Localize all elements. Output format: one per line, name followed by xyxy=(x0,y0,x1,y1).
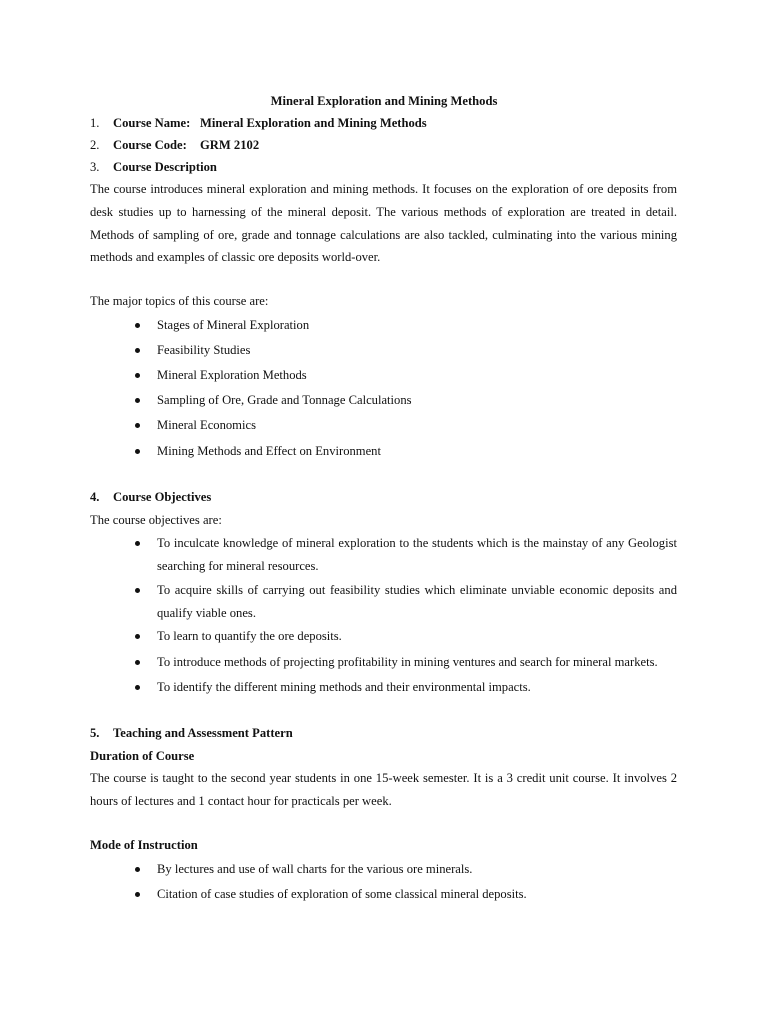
course-name-label: Course Name: xyxy=(113,116,191,130)
bullet-icon xyxy=(135,323,140,328)
mode-item: Citation of case studies of exploration of some classical mineral deposits. xyxy=(157,887,527,901)
objectives-intro: The course objectives are: xyxy=(90,513,222,527)
course-description-heading: Course Description xyxy=(113,160,217,174)
topic-item: Sampling of Ore, Grade and Tonnage Calculations xyxy=(157,393,412,407)
topic-item: Mineral Economics xyxy=(157,418,256,432)
bullet-icon xyxy=(135,660,140,665)
objective-item: To learn to quantify the ore deposits. xyxy=(157,629,342,643)
bullet-icon xyxy=(135,685,140,690)
course-code-label: Course Code: xyxy=(113,138,187,152)
bullet-icon xyxy=(135,634,140,639)
bullet-icon xyxy=(135,449,140,454)
duration-line: hours of lectures and 1 contact hour for practicals per week. xyxy=(90,794,392,808)
topic-item: Stages of Mineral Exploration xyxy=(157,318,310,332)
topics-intro: The major topics of this course are: xyxy=(90,294,269,308)
section-4-number: 4. xyxy=(90,490,100,504)
mode-of-instruction-heading: Mode of Instruction xyxy=(90,838,198,852)
description-line: The course introduces mineral exploration and mining methods. It focuses on the exploration of ore deposits from xyxy=(90,182,677,196)
course-objectives-heading: Course Objectives xyxy=(113,490,212,504)
bullet-icon xyxy=(135,588,140,593)
section-5-number: 5. xyxy=(90,726,100,740)
duration-line: The course is taught to the second year students in one 15-week semester. It is a 3 credit unit course. It involves 2 xyxy=(90,771,677,785)
bullet-icon xyxy=(135,348,140,353)
objective-item: To acquire skills of carrying out feasibility studies which eliminate unviable economic deposits and xyxy=(157,583,677,597)
topic-item: Mineral Exploration Methods xyxy=(157,368,307,382)
item-2-number: 2. xyxy=(90,138,100,152)
bullet-icon xyxy=(135,892,140,897)
teaching-assessment-heading: Teaching and Assessment Pattern xyxy=(113,726,293,740)
objective-item: To identify the different mining methods and their environmental impacts. xyxy=(157,680,531,694)
bullet-icon xyxy=(135,398,140,403)
item-1-number: 1. xyxy=(90,116,100,130)
objective-item-continuation: searching for mineral resources. xyxy=(157,559,319,573)
description-line: methods and examples of classic ore deposits world-over. xyxy=(90,250,381,264)
description-line: desk studies up to harnessing of the mineral deposit. The various methods of exploration are treated in detail. xyxy=(90,205,677,219)
document-title: Mineral Exploration and Mining Methods xyxy=(270,94,498,108)
objective-item-continuation: qualify viable ones. xyxy=(157,606,256,620)
topic-item: Feasibility Studies xyxy=(157,343,251,357)
course-name-value: Mineral Exploration and Mining Methods xyxy=(200,116,427,130)
course-code-value: GRM 2102 xyxy=(200,138,260,152)
bullet-icon xyxy=(135,867,140,872)
duration-heading: Duration of Course xyxy=(90,749,195,763)
bullet-icon xyxy=(135,423,140,428)
description-line: Methods of sampling of ore, grade and tonnage calculations are also tackled, culminating into the various mining xyxy=(90,228,677,242)
topic-item: Mining Methods and Effect on Environment xyxy=(157,444,381,458)
objective-item: To introduce methods of projecting profitability in mining ventures and search for mineral markets. xyxy=(157,655,658,669)
bullet-icon xyxy=(135,541,140,546)
mode-item: By lectures and use of wall charts for the various ore minerals. xyxy=(157,862,473,876)
item-3-number: 3. xyxy=(90,160,100,174)
bullet-icon xyxy=(135,373,140,378)
objective-item: To inculcate knowledge of mineral exploration to the students which is the mainstay of any Geologist xyxy=(157,536,677,550)
